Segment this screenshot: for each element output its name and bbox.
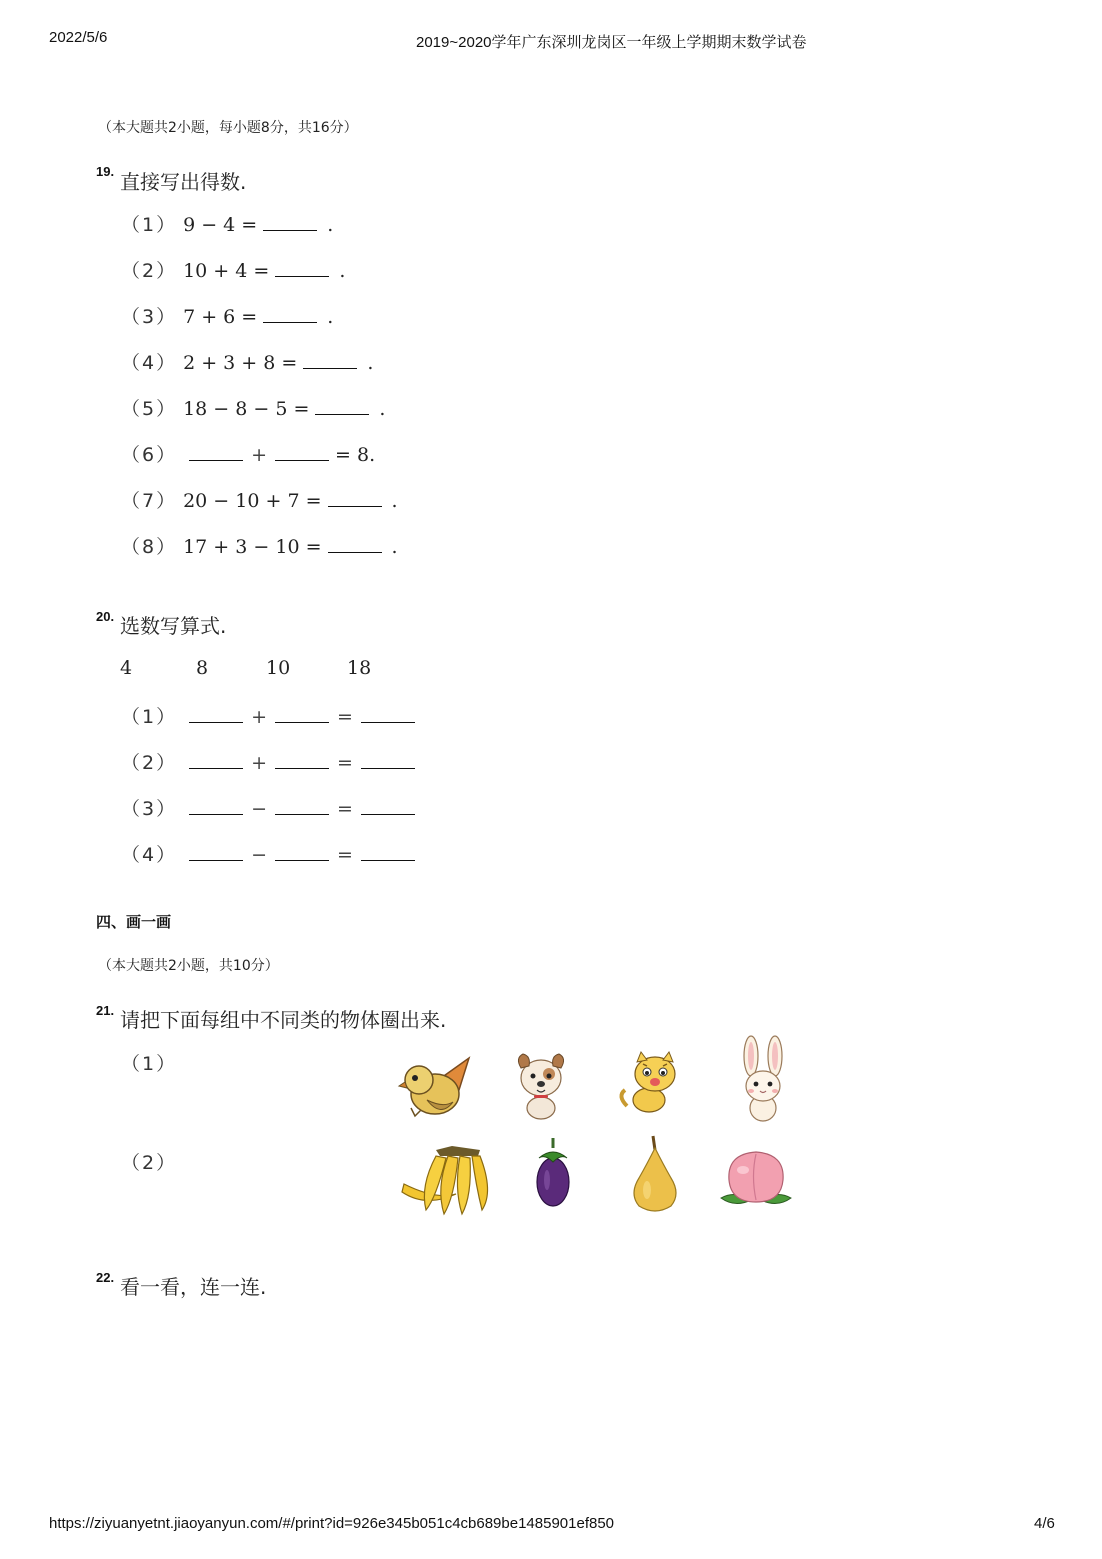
- q20-item: [121, 840, 415, 867]
- period: .: [327, 214, 334, 236]
- q19-item: [121, 486, 398, 513]
- question-text: 直接写出得数.: [120, 170, 247, 194]
- answer-blank[interactable]: [361, 860, 415, 861]
- section-title: 四、画一画: [96, 913, 172, 931]
- answer-blank[interactable]: [189, 768, 243, 769]
- expression: 10 + 4 =: [183, 260, 270, 282]
- sub-label: （4）: [121, 352, 178, 374]
- period: .: [391, 490, 398, 512]
- answer-blank[interactable]: [361, 814, 415, 815]
- operator: −: [251, 798, 268, 820]
- period: .: [379, 398, 386, 420]
- banana-icon[interactable]: [396, 1142, 496, 1218]
- question-number: 19.: [96, 164, 115, 179]
- sub-label: （1）: [121, 706, 178, 728]
- sub-label: （2）: [121, 1152, 178, 1174]
- answer-blank[interactable]: [328, 506, 382, 507]
- answer-blank[interactable]: [263, 230, 317, 231]
- sub-label: （3）: [121, 306, 178, 328]
- answer-blank[interactable]: [189, 814, 243, 815]
- sub-label: （4）: [121, 844, 178, 866]
- question-number: 20.: [96, 609, 115, 624]
- answer-blank[interactable]: [275, 722, 329, 723]
- question-text: 看一看，连一连.: [120, 1275, 267, 1299]
- expression: 2 + 3 + 8 =: [183, 352, 298, 374]
- question-number: 22.: [96, 1270, 115, 1285]
- page-number: 4/6: [1034, 1515, 1055, 1532]
- answer-blank[interactable]: [303, 368, 357, 369]
- question-number: 21.: [96, 1003, 115, 1018]
- bird-icon[interactable]: [397, 1050, 473, 1120]
- peach-icon[interactable]: [717, 1146, 795, 1212]
- eggplant-icon[interactable]: [533, 1136, 573, 1210]
- choice-number: 18: [347, 657, 372, 679]
- question-text: 选数写算式.: [120, 614, 227, 638]
- answer-blank[interactable]: [275, 460, 329, 461]
- tiger-cub-icon[interactable]: [617, 1050, 683, 1116]
- q19-item: [121, 394, 385, 421]
- question-text: 请把下面每组中不同类的物体圈出来.: [120, 1008, 447, 1032]
- footer-url[interactable]: https://ziyuanyetnt.jiaoyanyun.com/#/print?id=926e345b051c4cb689be1485901ef850: [49, 1515, 615, 1532]
- period: .: [391, 536, 398, 558]
- q19-item: [121, 532, 398, 559]
- expression: 7 + 6 =: [183, 306, 258, 328]
- answer-blank[interactable]: [189, 860, 243, 861]
- answer-blank[interactable]: [263, 322, 317, 323]
- expression: 18 − 8 − 5 =: [183, 398, 310, 420]
- print-date: 2022/5/6: [49, 29, 108, 46]
- choice-number: 8: [196, 657, 209, 679]
- period: .: [339, 260, 346, 282]
- q19-item: [121, 302, 333, 329]
- expression: 17 + 3 − 10 =: [183, 536, 322, 558]
- sub-label: （2）: [121, 752, 178, 774]
- q20-item: [121, 794, 415, 821]
- sub-label: （8）: [121, 536, 178, 558]
- document-title: 2019~2020学年广东深圳龙岗区一年级上学期期末数学试卷: [416, 34, 807, 51]
- sub-label: （3）: [121, 798, 178, 820]
- equals-sign: =: [337, 798, 353, 820]
- q19-item: [121, 440, 375, 467]
- answer-blank[interactable]: [275, 814, 329, 815]
- answer-blank[interactable]: [315, 414, 369, 415]
- section-note: （本大题共2小题，共10分）: [98, 958, 279, 974]
- equals-sign: =: [337, 706, 353, 728]
- q20-item: [121, 702, 415, 729]
- sub-label: （5）: [121, 398, 178, 420]
- q19-item: [121, 256, 345, 283]
- sub-label: （1）: [121, 1053, 178, 1075]
- answer-blank[interactable]: [189, 460, 243, 461]
- period: .: [327, 306, 334, 328]
- sub-label: （7）: [121, 490, 178, 512]
- pear-icon[interactable]: [629, 1134, 681, 1214]
- operator: +: [251, 444, 268, 466]
- answer-blank[interactable]: [361, 768, 415, 769]
- q19-item: [121, 348, 373, 375]
- sub-label: （1）: [121, 214, 178, 236]
- equation-result: = 8.: [335, 444, 376, 466]
- q20-item: [121, 748, 415, 775]
- q19-item: [121, 210, 333, 237]
- bunny-icon[interactable]: [733, 1036, 793, 1124]
- operator: +: [251, 706, 268, 728]
- section-note: （本大题共2小题，每小题8分，共16分）: [98, 120, 358, 136]
- answer-blank[interactable]: [275, 768, 329, 769]
- sub-label: （2）: [121, 260, 178, 282]
- operator: +: [251, 752, 268, 774]
- choice-number: 10: [266, 657, 291, 679]
- equals-sign: =: [337, 844, 353, 866]
- sub-label: （6）: [121, 444, 178, 466]
- answer-blank[interactable]: [361, 722, 415, 723]
- answer-blank[interactable]: [328, 552, 382, 553]
- operator: −: [251, 844, 268, 866]
- answer-blank[interactable]: [275, 276, 329, 277]
- period: .: [367, 352, 374, 374]
- expression: 9 − 4 =: [183, 214, 258, 236]
- answer-blank[interactable]: [189, 722, 243, 723]
- equals-sign: =: [337, 752, 353, 774]
- expression: 20 − 10 + 7 =: [183, 490, 322, 512]
- choice-number: 4: [120, 657, 133, 679]
- answer-blank[interactable]: [275, 860, 329, 861]
- puppy-icon[interactable]: [513, 1050, 569, 1120]
